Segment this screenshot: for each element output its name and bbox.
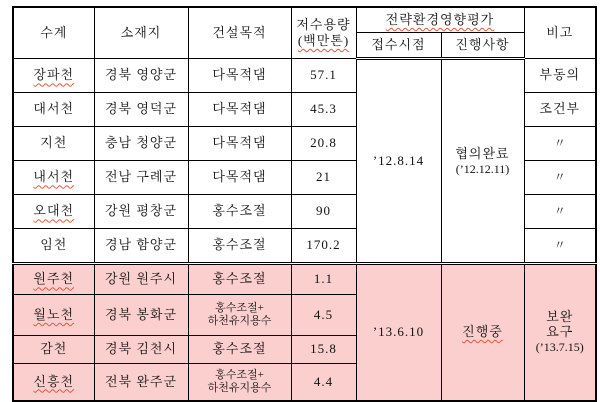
header-purpose: 건설목적	[188, 7, 291, 59]
cell-stream-name: 신흥천	[13, 364, 94, 401]
header-sea-assessment: 전략환경영향평가	[356, 7, 524, 33]
cell-capacity: 20.8	[291, 127, 356, 161]
cell-capacity: 4.5	[291, 295, 356, 336]
cell-capacity: 4.4	[291, 364, 356, 401]
cell-capacity: 57.1	[291, 59, 356, 93]
cell-stream-name: 지천	[13, 127, 94, 161]
cell-note: 〃	[524, 127, 596, 161]
cell-capacity: 15.8	[291, 336, 356, 364]
cell-purpose: 홍수조절	[188, 264, 291, 295]
cell-note: 〃	[524, 195, 596, 229]
cell-progress-pink: 진행중	[441, 264, 524, 401]
cell-receipt-date-white: ’12.8.14	[356, 59, 441, 264]
cell-note: 부동의	[524, 59, 596, 93]
cell-stream-name: 임천	[13, 229, 94, 264]
cell-capacity: 1.1	[291, 264, 356, 295]
cell-location: 경북 영양군	[94, 59, 188, 93]
cell-receipt-date-pink: ’13.6.10	[356, 264, 441, 401]
cell-note: 〃	[524, 161, 596, 195]
header-progress: 진행사항	[441, 33, 524, 59]
cell-location: 충남 청양군	[94, 127, 188, 161]
header-note: 비고	[524, 7, 596, 59]
header-location: 소재지	[94, 7, 188, 59]
cell-purpose: 홍수조절+ 하천유지용수	[188, 295, 291, 336]
dam-status-table	[12, 6, 597, 402]
cell-stream-name: 감천	[13, 336, 94, 364]
cell-stream-name: 장파천	[13, 59, 94, 93]
header-capacity-line2: (백만톤)	[297, 33, 350, 48]
cell-location: 강원 평창군	[94, 195, 188, 229]
cell-location: 경남 함양군	[94, 229, 188, 264]
cell-purpose: 다목적댐	[188, 161, 291, 195]
cell-note-pink: 보완 요구 (’13.7.15)	[524, 264, 596, 401]
cell-stream-name: 대서천	[13, 93, 94, 127]
cell-stream-name: 오대천	[13, 195, 94, 229]
cell-location: 강원 원주시	[94, 264, 188, 295]
cell-capacity: 90	[291, 195, 356, 229]
header-receipt-date: 접수시점	[356, 33, 441, 59]
cell-capacity: 21	[291, 161, 356, 195]
cell-purpose: 다목적댐	[188, 93, 291, 127]
header-water-system: 수계	[13, 7, 94, 59]
cell-note: 〃	[524, 229, 596, 264]
cell-capacity: 45.3	[291, 93, 356, 127]
cell-stream-name: 월노천	[13, 295, 94, 336]
cell-purpose: 홍수조절+ 하천유지용수	[188, 364, 291, 401]
cell-capacity: 170.2	[291, 229, 356, 264]
cell-location: 전남 구례군	[94, 161, 188, 195]
header-capacity-line1: 저수용량	[296, 17, 351, 33]
cell-purpose: 다목적댐	[188, 59, 291, 93]
cell-purpose: 홍수조절	[188, 336, 291, 364]
cell-purpose: 홍수조절	[188, 229, 291, 264]
cell-note: 조건부	[524, 93, 596, 127]
cell-purpose: 다목적댐	[188, 127, 291, 161]
cell-location: 경북 김천시	[94, 336, 188, 364]
cell-location: 전북 완주군	[94, 364, 188, 401]
cell-location: 경북 봉화군	[94, 295, 188, 336]
cell-stream-name: 내서천	[13, 161, 94, 195]
cell-progress-white: 협의완료 (’12.12.11)	[441, 59, 524, 264]
table-row-jangpacheon	[13, 59, 596, 93]
table-row-wonjucheon	[13, 264, 596, 295]
cell-stream-name: 원주천	[13, 264, 94, 295]
cell-location: 경북 영덕군	[94, 93, 188, 127]
header-capacity	[291, 7, 356, 59]
cell-purpose: 홍수조절	[188, 195, 291, 229]
